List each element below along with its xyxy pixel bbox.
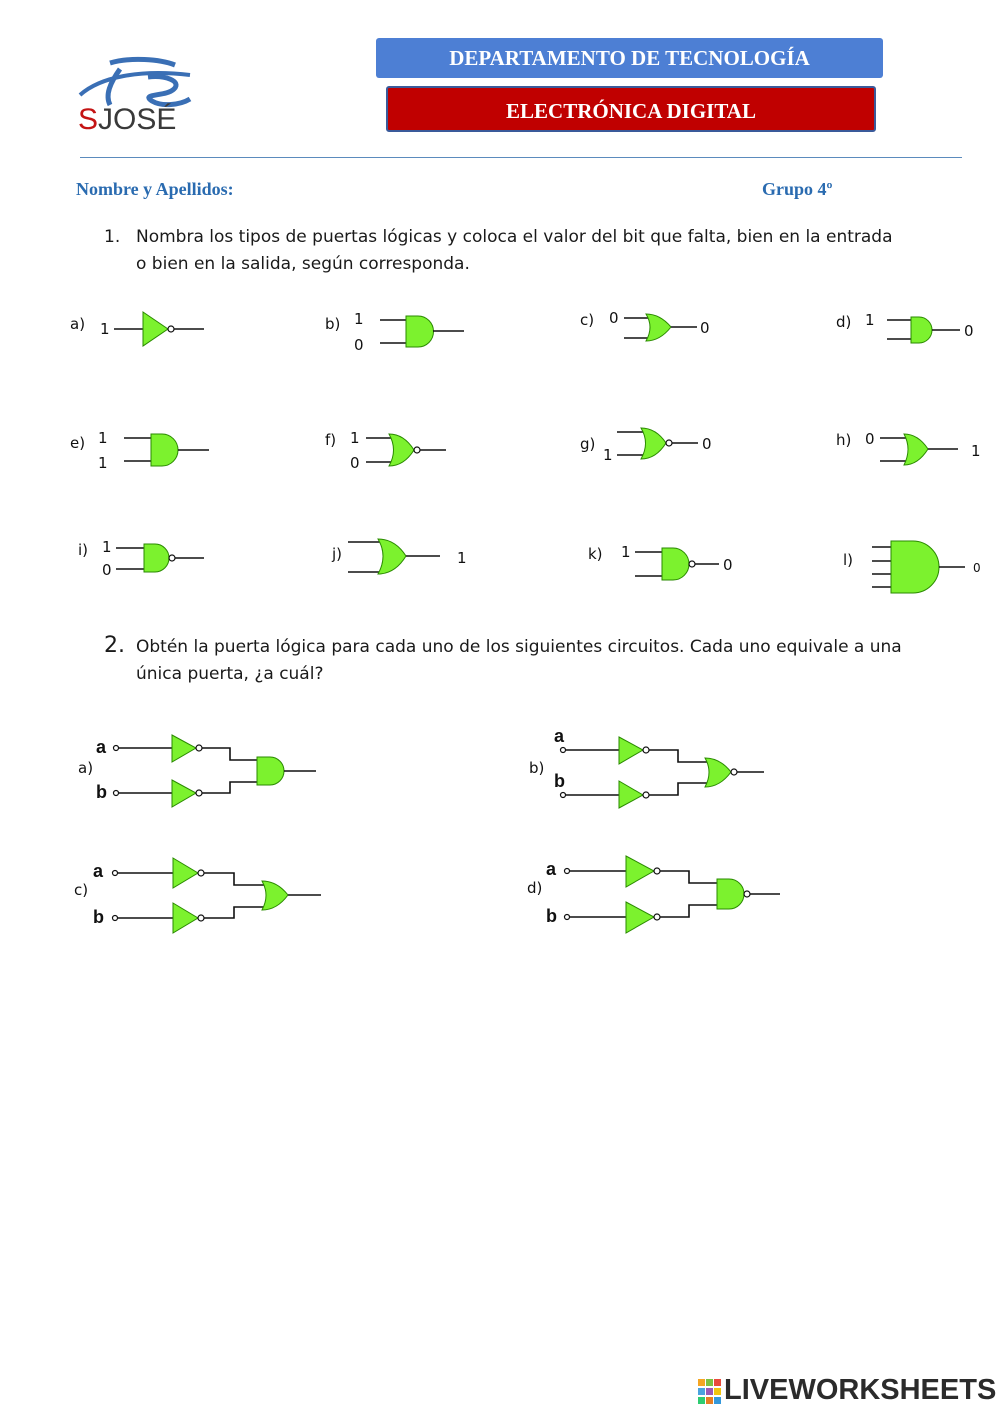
and-gate-icon <box>406 316 434 347</box>
input-1-value: 1 <box>98 429 108 447</box>
output-value: 1 <box>971 442 981 460</box>
question-2-line2: única puerta, ¿a cuál? <box>136 664 324 684</box>
item-label: f) <box>325 431 337 449</box>
question-1-line2: o bien en la salida, según corresponda. <box>136 254 470 274</box>
item-label: j) <box>332 545 343 563</box>
not-gate-icon <box>173 903 198 933</box>
nor-gate-icon <box>705 758 731 787</box>
nor-gate-icon <box>641 428 666 459</box>
gate-item-b <box>325 310 464 354</box>
item-label: k) <box>588 545 603 563</box>
gate-item-a <box>70 312 204 346</box>
item-label: d) <box>836 313 852 331</box>
or-gate-icon <box>646 314 671 341</box>
question-1-line1: Nombra los tipos de puertas lógicas y coloca el valor del bit que falta, bien en la entrada <box>136 227 893 247</box>
input-1-value: 1 <box>865 311 875 329</box>
input-2-value: 1 <box>603 446 613 464</box>
nand-gate-icon <box>662 548 689 580</box>
not-gate-icon <box>173 858 198 888</box>
input-b-label: b <box>96 782 107 802</box>
liveworksheets-text: LIVEWORKSHEETS <box>724 1374 997 1406</box>
item-label: g) <box>580 435 596 453</box>
and-gate-icon <box>257 757 284 785</box>
and-gate-icon <box>911 317 932 343</box>
item-label: a) <box>70 315 86 333</box>
input-1-value: 1 <box>100 320 110 338</box>
item-label: h) <box>836 431 852 449</box>
or-gate-icon <box>904 434 928 465</box>
not-gate-icon <box>626 856 654 887</box>
input-2-value: 0 <box>102 561 112 579</box>
liveworksheets-icon <box>698 1379 722 1405</box>
output-value: 0 <box>702 435 712 453</box>
not-gate-icon <box>619 737 643 764</box>
question-1-number: 1. <box>104 227 121 247</box>
and-gate-icon <box>891 541 939 593</box>
question-2-line1: Obtén la puerta lógica para cada uno de los siguientes circuitos. Cada uno equivale a una <box>136 637 902 657</box>
input-b-label: b <box>546 906 557 926</box>
not-gate-icon <box>143 312 168 346</box>
item-label: l) <box>843 551 854 569</box>
gate-item-c <box>580 309 710 341</box>
item-label: b) <box>325 315 341 333</box>
input-1-value: 1 <box>102 538 112 556</box>
input-2-value: 1 <box>98 454 108 472</box>
circuit-c <box>74 858 321 933</box>
input-1-value: 1 <box>621 543 631 561</box>
gate-item-d <box>836 311 974 343</box>
item-label: i) <box>78 541 89 559</box>
not-gate-icon <box>172 780 196 807</box>
not-gate-icon <box>619 781 643 808</box>
input-a-label: a <box>546 859 557 879</box>
output-value: 0 <box>973 561 981 575</box>
circuit-a <box>78 735 316 807</box>
input-1-value: 1 <box>350 429 360 447</box>
input-2-value: 0 <box>354 336 364 354</box>
question-2-number: 2. <box>104 633 125 658</box>
input-b-label: b <box>554 771 565 791</box>
gate-item-k <box>588 543 733 580</box>
input-1-value: 0 <box>609 309 619 327</box>
output-value: 0 <box>964 322 974 340</box>
not-gate-icon <box>172 735 196 762</box>
nand-gate-icon <box>717 879 744 909</box>
input-1-value: 0 <box>865 430 875 448</box>
item-label: e) <box>70 434 86 452</box>
gate-item-g <box>580 428 712 464</box>
and-gate-icon <box>151 434 178 466</box>
or-gate-icon <box>378 539 406 574</box>
nor-gate-icon <box>389 434 414 466</box>
input-a-label: a <box>554 726 565 746</box>
department-banner: DEPARTAMENTO DE TECNOLOGÍA <box>376 38 883 78</box>
gate-item-e <box>70 429 209 472</box>
or-gate-icon <box>262 881 288 910</box>
subject-banner: ELECTRÓNICA DIGITAL <box>386 86 876 132</box>
logo-text: SJOSÉ <box>78 103 177 136</box>
circuit-label: a) <box>78 759 94 777</box>
circuit-label: d) <box>527 879 543 897</box>
gate-item-j <box>331 539 467 574</box>
input-b-label: b <box>93 907 104 927</box>
input-a-label: a <box>96 737 107 757</box>
output-value: 1 <box>457 549 467 567</box>
gate-item-l <box>843 541 981 593</box>
input-2-value: 0 <box>350 454 360 472</box>
circuit-label: b) <box>529 759 545 777</box>
name-label: Nombre y Apellidos: <box>76 179 234 199</box>
output-value: 0 <box>700 319 710 337</box>
not-gate-icon <box>626 902 654 933</box>
circuit-d <box>527 856 780 933</box>
input-a-label: a <box>93 861 104 881</box>
gate-item-h <box>836 430 981 465</box>
output-value: 0 <box>723 556 733 574</box>
circuit-label: c) <box>74 881 89 899</box>
gate-item-i <box>78 538 204 579</box>
input-1-value: 1 <box>354 310 364 328</box>
nand-gate-icon <box>144 544 169 572</box>
item-label: c) <box>580 311 595 329</box>
group-label: Grupo 4º <box>762 179 833 199</box>
circuit-b <box>529 726 764 808</box>
gate-item-f <box>325 429 446 472</box>
